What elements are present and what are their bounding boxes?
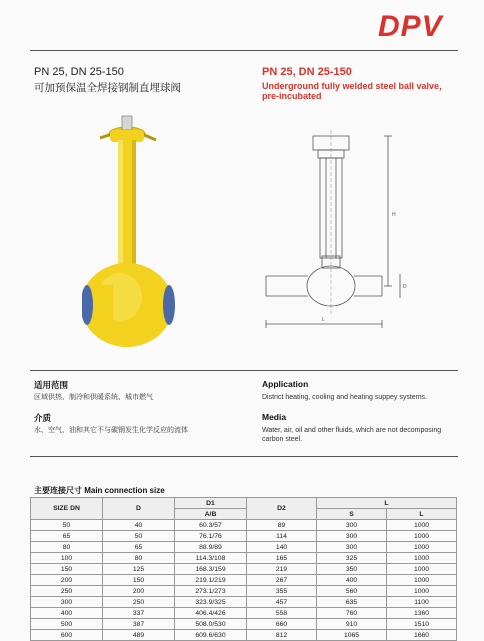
table-cell: 40 <box>103 520 175 531</box>
table-cell: 489 <box>103 630 175 641</box>
table-body <box>31 520 457 641</box>
table-row <box>31 542 457 553</box>
table-cell: 114.3/108 <box>175 553 247 564</box>
table-cell: 1000 <box>387 564 457 575</box>
subtitle-en: Underground fully welded steel ball valve，pre-incubated <box>262 81 449 101</box>
table-cell: 1000 <box>387 520 457 531</box>
table-cell: 660 <box>247 619 317 630</box>
table-cell: 89 <box>247 520 317 531</box>
header-d: D <box>103 498 175 520</box>
table-cell: 1000 <box>387 531 457 542</box>
table-cell: 387 <box>103 619 175 630</box>
table-cell: 457 <box>247 597 317 608</box>
table-cell: 300 <box>317 531 387 542</box>
dim-label-l: L <box>322 317 325 323</box>
title-en: PN 25, DN 25-150 <box>262 66 352 78</box>
table-cell: 250 <box>103 597 175 608</box>
table-cell: 1000 <box>387 575 457 586</box>
table-cell: 609.6/630 <box>175 630 247 641</box>
table-row <box>31 608 457 619</box>
table-cell: 300 <box>317 520 387 531</box>
table-cell: 1360 <box>387 608 457 619</box>
table-row <box>31 553 457 564</box>
table-row <box>31 630 457 641</box>
table-cell: 250 <box>31 586 103 597</box>
table-cell: 273.1/273 <box>175 586 247 597</box>
table-cell: 1660 <box>387 630 457 641</box>
table-cell: 812 <box>247 630 317 641</box>
table-cell: 500 <box>31 619 103 630</box>
table-cell: 114 <box>247 531 317 542</box>
table-cell: 400 <box>317 575 387 586</box>
brand-logo: DPV <box>378 10 443 43</box>
media-heading-cn: 介质 <box>34 413 52 423</box>
top-divider <box>30 50 458 51</box>
media-heading-en: Media <box>262 412 287 422</box>
dim-label-h: H <box>392 212 396 218</box>
valve-product-image <box>82 112 232 352</box>
table-row <box>31 520 457 531</box>
table-cell: 100 <box>31 553 103 564</box>
header-d1: D1 <box>175 498 247 509</box>
table-cell: 558 <box>247 608 317 619</box>
table-cell: 355 <box>247 586 317 597</box>
table-cell: 76.1/76 <box>175 531 247 542</box>
table-cell: 600 <box>31 630 103 641</box>
table-cell: 1100 <box>387 597 457 608</box>
table-cell: 50 <box>31 520 103 531</box>
technical-drawing <box>258 126 418 331</box>
table-cell: 325 <box>317 553 387 564</box>
application-heading-cn: 适用范围 <box>34 380 69 390</box>
media-text-en: Water, air, oil and other fluids, which are not decomposing carbon steel. <box>262 427 442 443</box>
table-cell: 200 <box>31 575 103 586</box>
table-cell: 1000 <box>387 586 457 597</box>
application-text-cn: 区域供热、制冷和供暖系统、城市燃气 <box>34 394 153 401</box>
table-cell: 1510 <box>387 619 457 630</box>
table-cell: 400 <box>31 608 103 619</box>
connection-size-table <box>30 497 457 641</box>
table-cell: 323.9/325 <box>175 597 247 608</box>
table-row <box>31 619 457 630</box>
table-cell: 1065 <box>317 630 387 641</box>
table-cell: 560 <box>317 586 387 597</box>
header-size: SIZE DN <box>31 498 103 520</box>
table-cell: 200 <box>103 586 175 597</box>
table-cell: 508.0/530 <box>175 619 247 630</box>
table-cell: 50 <box>103 531 175 542</box>
table-row <box>31 586 457 597</box>
table-cell: 219.1/219 <box>175 575 247 586</box>
media-text-cn: 水、空气、油和其它不与碳钢发生化学反应的流体 <box>34 427 188 434</box>
application-heading-en: Application <box>262 379 309 389</box>
table-cell: 65 <box>103 542 175 553</box>
table-row <box>31 575 457 586</box>
table-cell: 1000 <box>387 542 457 553</box>
header-d2: D2 <box>247 498 317 520</box>
table-cell: 125 <box>103 564 175 575</box>
table-cell: 267 <box>247 575 317 586</box>
table-cell: 350 <box>317 564 387 575</box>
header-l-s: S <box>317 509 387 520</box>
title-cn: PN 25, DN 25-150 <box>34 66 124 78</box>
dim-label-d: D <box>403 284 407 290</box>
table-cell: 165 <box>247 553 317 564</box>
table-cell: 80 <box>103 553 175 564</box>
subtitle-cn: 可加预保温全焊接钢制直埋球阀 <box>34 82 181 94</box>
table-cell: 150 <box>103 575 175 586</box>
table-cell: 150 <box>31 564 103 575</box>
table-row <box>31 531 457 542</box>
header-l-l: L <box>387 509 457 520</box>
table-cell: 140 <box>247 542 317 553</box>
table-cell: 80 <box>31 542 103 553</box>
table-cell: 300 <box>317 542 387 553</box>
table-cell: 60.3/57 <box>175 520 247 531</box>
table-cell: 635 <box>317 597 387 608</box>
header-d1-sub: A/B <box>175 509 247 520</box>
table-row <box>31 564 457 575</box>
table-cell: 65 <box>31 531 103 542</box>
table-cell: 219 <box>247 564 317 575</box>
table-title: 主要连接尺寸 Main connection size <box>34 486 165 495</box>
table-cell: 1000 <box>387 553 457 564</box>
table-cell: 910 <box>317 619 387 630</box>
application-text-en: District heating, cooling and heating suppey systems. <box>262 394 427 401</box>
table-row <box>31 597 457 608</box>
mid-divider <box>30 370 458 371</box>
table-cell: 406.4/426 <box>175 608 247 619</box>
table-cell: 760 <box>317 608 387 619</box>
lower-divider <box>30 456 458 457</box>
table-cell: 337 <box>103 608 175 619</box>
table-cell: 88.9/89 <box>175 542 247 553</box>
header-l: L <box>317 498 457 509</box>
table-cell: 300 <box>31 597 103 608</box>
table-cell: 168.3/159 <box>175 564 247 575</box>
